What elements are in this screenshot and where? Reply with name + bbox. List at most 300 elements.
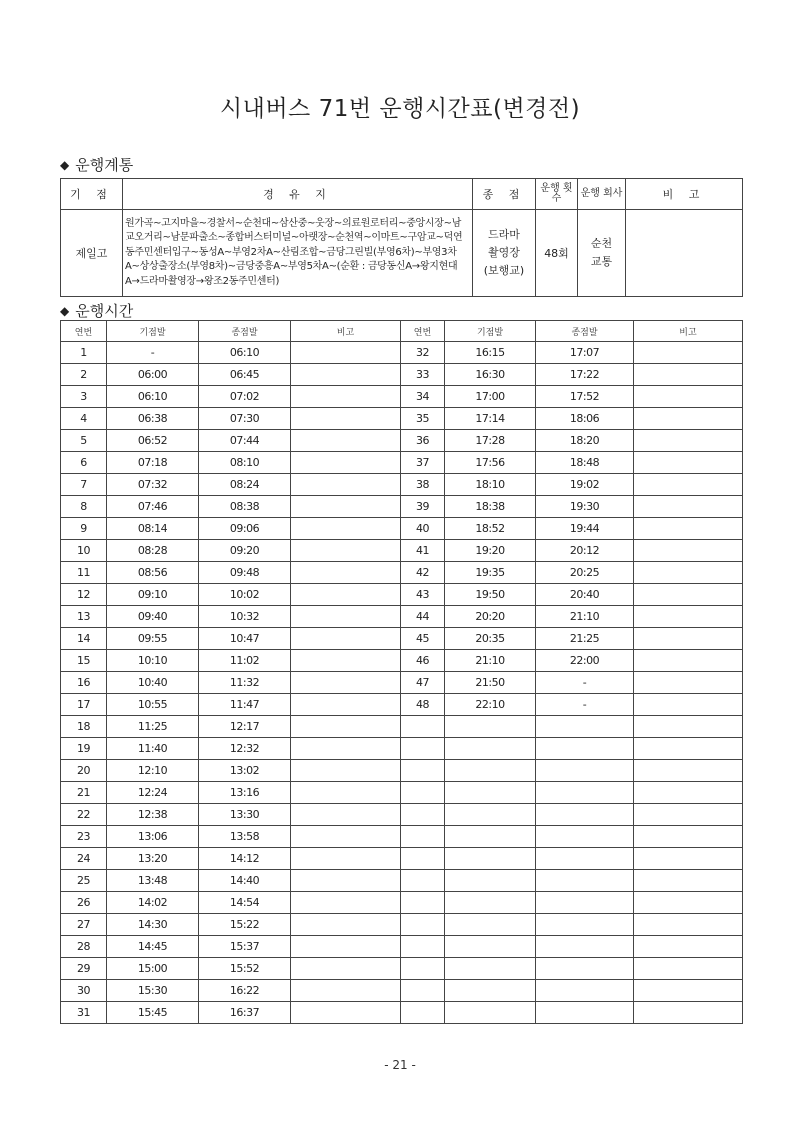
depart-cell (445, 848, 536, 870)
note-cell (634, 496, 743, 518)
seq-cell: 38 (401, 474, 445, 496)
depart-cell: 11:40 (107, 738, 199, 760)
seq-cell: 5 (61, 430, 107, 452)
depart-cell: 07:18 (107, 452, 199, 474)
end-depart-cell: 14:12 (199, 848, 291, 870)
note-cell (634, 804, 743, 826)
end-depart-cell: 06:45 (199, 364, 291, 386)
seq-cell: 34 (401, 386, 445, 408)
seq-cell: 30 (61, 980, 107, 1002)
seq-cell (401, 804, 445, 826)
note-cell (291, 342, 401, 364)
seq-cell: 6 (61, 452, 107, 474)
end-depart-cell: 13:30 (199, 804, 291, 826)
note-cell (291, 628, 401, 650)
seq-cell: 7 (61, 474, 107, 496)
depart-cell (445, 804, 536, 826)
header-count: 운행 횟수 (536, 179, 578, 210)
header-end-depart: 종점발 (199, 321, 291, 342)
header-seq: 연번 (401, 321, 445, 342)
table-row (61, 694, 743, 716)
seq-cell: 31 (61, 1002, 107, 1024)
seq-cell: 2 (61, 364, 107, 386)
table-row (61, 562, 743, 584)
note-cell (291, 826, 401, 848)
page-title: 시내버스 71번 운행시간표(변경전) (219, 96, 581, 122)
note-cell (634, 980, 743, 1002)
end-depart-cell: 08:10 (199, 452, 291, 474)
note-cell (634, 584, 743, 606)
route-section-heading (60, 154, 133, 175)
depart-cell: 18:52 (445, 518, 536, 540)
depart-cell: 15:30 (107, 980, 199, 1002)
seq-cell: 27 (61, 914, 107, 936)
note-cell (291, 584, 401, 606)
note-cell (291, 980, 401, 1002)
note-cell (291, 364, 401, 386)
end-depart-cell: 09:48 (199, 562, 291, 584)
header-note: 비고 (291, 321, 401, 342)
depart-cell: 09:10 (107, 584, 199, 606)
seq-cell: 37 (401, 452, 445, 474)
seq-cell: 10 (61, 540, 107, 562)
end-depart-cell: 06:10 (199, 342, 291, 364)
seq-cell: 14 (61, 628, 107, 650)
seq-cell (401, 936, 445, 958)
schedule-section-label: 운행시간 (75, 302, 134, 320)
end-depart-cell: 15:22 (199, 914, 291, 936)
depart-cell: 10:40 (107, 672, 199, 694)
end-depart-cell: 09:06 (199, 518, 291, 540)
seq-cell: 19 (61, 738, 107, 760)
depart-cell: 19:50 (445, 584, 536, 606)
depart-cell: 13:20 (107, 848, 199, 870)
seq-cell: 45 (401, 628, 445, 650)
end-depart-cell (536, 738, 634, 760)
table-row (61, 430, 743, 452)
depart-cell (445, 782, 536, 804)
route-header-row (61, 179, 743, 210)
note-cell (291, 386, 401, 408)
note-cell (291, 716, 401, 738)
seq-cell (401, 980, 445, 1002)
note-cell (291, 804, 401, 826)
seq-cell: 4 (61, 408, 107, 430)
table-row (61, 914, 743, 936)
depart-cell (445, 958, 536, 980)
page-number: - 21 - (384, 1058, 416, 1072)
note-cell (291, 958, 401, 980)
note-cell (291, 936, 401, 958)
seq-cell (401, 716, 445, 738)
route-section-label: 운행계통 (75, 156, 134, 174)
end-depart-cell: 13:02 (199, 760, 291, 782)
schedule-section-heading (60, 300, 133, 321)
seq-cell: 11 (61, 562, 107, 584)
depart-cell: 10:10 (107, 650, 199, 672)
route-company-line: 교통 (590, 255, 613, 268)
seq-cell (401, 958, 445, 980)
header-end-depart: 종점발 (536, 321, 634, 342)
note-cell (291, 606, 401, 628)
note-cell (291, 562, 401, 584)
note-cell (634, 936, 743, 958)
route-end-line: 촬영장 (488, 246, 520, 259)
table-row (61, 386, 743, 408)
seq-cell: 15 (61, 650, 107, 672)
note-cell (634, 760, 743, 782)
seq-cell (401, 848, 445, 870)
end-depart-cell (536, 980, 634, 1002)
table-row (61, 936, 743, 958)
depart-cell: 20:20 (445, 606, 536, 628)
note-cell (634, 628, 743, 650)
note-cell (634, 518, 743, 540)
seq-cell (401, 782, 445, 804)
route-end-line: 드라마 (488, 228, 520, 241)
depart-cell (445, 914, 536, 936)
table-row (61, 958, 743, 980)
note-cell (634, 342, 743, 364)
depart-cell: 16:30 (445, 364, 536, 386)
depart-cell: 13:48 (107, 870, 199, 892)
note-cell (291, 760, 401, 782)
seq-cell: 16 (61, 672, 107, 694)
seq-cell (401, 826, 445, 848)
end-depart-cell (536, 936, 634, 958)
header-seq: 연번 (61, 321, 107, 342)
end-depart-cell: 19:44 (536, 518, 634, 540)
end-depart-cell: 13:16 (199, 782, 291, 804)
note-cell (291, 782, 401, 804)
table-row (61, 980, 743, 1002)
end-depart-cell: 18:20 (536, 430, 634, 452)
end-depart-cell (536, 914, 634, 936)
seq-cell: 26 (61, 892, 107, 914)
table-row (61, 496, 743, 518)
end-depart-cell (536, 826, 634, 848)
table-row (61, 342, 743, 364)
seq-cell (401, 914, 445, 936)
table-row (61, 738, 743, 760)
depart-cell (445, 1002, 536, 1024)
schedule-table (60, 320, 743, 1024)
seq-cell: 23 (61, 826, 107, 848)
note-cell (634, 606, 743, 628)
end-depart-cell: 19:02 (536, 474, 634, 496)
seq-cell: 13 (61, 606, 107, 628)
note-cell (291, 430, 401, 452)
seq-cell: 33 (401, 364, 445, 386)
end-depart-cell (536, 782, 634, 804)
note-cell (634, 540, 743, 562)
depart-cell (445, 870, 536, 892)
table-row (61, 628, 743, 650)
table-row (61, 804, 743, 826)
header-note: 비 고 (626, 179, 743, 210)
seq-cell: 18 (61, 716, 107, 738)
note-cell (291, 452, 401, 474)
end-depart-cell: 18:06 (536, 408, 634, 430)
note-cell (291, 540, 401, 562)
seq-cell: 36 (401, 430, 445, 452)
end-depart-cell: 12:32 (199, 738, 291, 760)
depart-cell: 17:00 (445, 386, 536, 408)
seq-cell (401, 760, 445, 782)
note-cell (291, 518, 401, 540)
end-depart-cell: 17:22 (536, 364, 634, 386)
note-cell (634, 914, 743, 936)
end-depart-cell: 14:54 (199, 892, 291, 914)
table-row (61, 892, 743, 914)
header-depart: 기점발 (445, 321, 536, 342)
seq-cell: 3 (61, 386, 107, 408)
depart-cell: 07:32 (107, 474, 199, 496)
route-count: 48회 (536, 210, 578, 297)
depart-cell: 07:46 (107, 496, 199, 518)
depart-cell: 08:56 (107, 562, 199, 584)
schedule-header-row (61, 321, 743, 342)
note-cell (634, 694, 743, 716)
seq-cell: 8 (61, 496, 107, 518)
depart-cell: 19:35 (445, 562, 536, 584)
seq-cell: 25 (61, 870, 107, 892)
end-depart-cell: 13:58 (199, 826, 291, 848)
seq-cell: 1 (61, 342, 107, 364)
depart-cell: - (107, 342, 199, 364)
depart-cell: 16:15 (445, 342, 536, 364)
end-depart-cell: - (536, 672, 634, 694)
depart-cell: 09:40 (107, 606, 199, 628)
end-depart-cell: 17:07 (536, 342, 634, 364)
end-depart-cell: 16:22 (199, 980, 291, 1002)
route-row (61, 210, 743, 297)
note-cell (634, 430, 743, 452)
end-depart-cell: 20:25 (536, 562, 634, 584)
end-depart-cell: 12:17 (199, 716, 291, 738)
end-depart-cell: 11:02 (199, 650, 291, 672)
seq-cell: 39 (401, 496, 445, 518)
header-end: 종 점 (473, 179, 536, 210)
note-cell (634, 958, 743, 980)
note-cell (634, 738, 743, 760)
note-cell (291, 914, 401, 936)
note-cell (291, 694, 401, 716)
depart-cell: 14:45 (107, 936, 199, 958)
note-cell (291, 408, 401, 430)
depart-cell (445, 738, 536, 760)
end-depart-cell: 16:37 (199, 1002, 291, 1024)
note-cell (634, 408, 743, 430)
header-start: 기 점 (61, 179, 123, 210)
depart-cell: 11:25 (107, 716, 199, 738)
depart-cell: 15:00 (107, 958, 199, 980)
route-end (473, 210, 536, 297)
route-via: 원가곡~고지마을~경찰서~순천대~삼산중~웃장~의료원로터리~중앙시장~남교오거리~남문파출소~종합버스터미널~아랫장~순천역~이마트~구암교~덕연동주민센터입구~동성A~부영2차A~산림조합~금당그린빌(부영6차)~부영3차A~상상출장소(부영8차)~금당중흥A~부영5차A~(순환 : 금당동신A→왕지현대A→드라마촬영장→왕조2동주민센터) (123, 210, 473, 297)
route-start: 제일고 (61, 210, 123, 297)
depart-cell: 14:30 (107, 914, 199, 936)
end-depart-cell: 11:47 (199, 694, 291, 716)
depart-cell: 18:38 (445, 496, 536, 518)
header-note: 비고 (634, 321, 743, 342)
table-row (61, 1002, 743, 1024)
depart-cell: 12:24 (107, 782, 199, 804)
end-depart-cell: 15:37 (199, 936, 291, 958)
route-end-line: (보행교) (483, 264, 525, 277)
depart-cell: 22:10 (445, 694, 536, 716)
note-cell (291, 672, 401, 694)
seq-cell: 46 (401, 650, 445, 672)
depart-cell (445, 936, 536, 958)
table-row (61, 518, 743, 540)
note-cell (291, 496, 401, 518)
end-depart-cell: 15:52 (199, 958, 291, 980)
seq-cell: 42 (401, 562, 445, 584)
end-depart-cell: 10:47 (199, 628, 291, 650)
note-cell (634, 848, 743, 870)
table-row (61, 650, 743, 672)
depart-cell: 17:28 (445, 430, 536, 452)
end-depart-cell: 20:12 (536, 540, 634, 562)
seq-cell (401, 1002, 445, 1024)
seq-cell: 40 (401, 518, 445, 540)
end-depart-cell (536, 716, 634, 738)
note-cell (634, 716, 743, 738)
depart-cell: 14:02 (107, 892, 199, 914)
table-row (61, 826, 743, 848)
table-row (61, 474, 743, 496)
end-depart-cell (536, 892, 634, 914)
end-depart-cell (536, 1002, 634, 1024)
end-depart-cell: 10:02 (199, 584, 291, 606)
depart-cell (445, 826, 536, 848)
depart-cell (445, 892, 536, 914)
depart-cell: 06:10 (107, 386, 199, 408)
seq-cell: 29 (61, 958, 107, 980)
note-cell (291, 650, 401, 672)
note-cell (634, 892, 743, 914)
note-cell (634, 826, 743, 848)
seq-cell: 12 (61, 584, 107, 606)
end-depart-cell: 22:00 (536, 650, 634, 672)
note-cell (291, 848, 401, 870)
note-cell (634, 870, 743, 892)
table-row (61, 716, 743, 738)
end-depart-cell (536, 804, 634, 826)
end-depart-cell: 21:10 (536, 606, 634, 628)
table-row (61, 452, 743, 474)
end-depart-cell: 08:24 (199, 474, 291, 496)
seq-cell (401, 892, 445, 914)
table-row (61, 408, 743, 430)
end-depart-cell: 19:30 (536, 496, 634, 518)
seq-cell: 35 (401, 408, 445, 430)
end-depart-cell: 21:25 (536, 628, 634, 650)
depart-cell: 08:14 (107, 518, 199, 540)
note-cell (634, 386, 743, 408)
note-cell (634, 782, 743, 804)
end-depart-cell: 07:02 (199, 386, 291, 408)
table-row (61, 782, 743, 804)
note-cell (291, 870, 401, 892)
note-cell (634, 650, 743, 672)
table-row (61, 848, 743, 870)
note-cell (634, 452, 743, 474)
table-row (61, 870, 743, 892)
table-row (61, 584, 743, 606)
route-company-line: 순천 (590, 237, 613, 250)
depart-cell (445, 980, 536, 1002)
end-depart-cell: 18:48 (536, 452, 634, 474)
depart-cell: 06:52 (107, 430, 199, 452)
end-depart-cell: 10:32 (199, 606, 291, 628)
end-depart-cell: 14:40 (199, 870, 291, 892)
seq-cell (401, 738, 445, 760)
seq-cell: 20 (61, 760, 107, 782)
end-depart-cell: 20:40 (536, 584, 634, 606)
note-cell (291, 474, 401, 496)
depart-cell: 06:00 (107, 364, 199, 386)
seq-cell: 47 (401, 672, 445, 694)
note-cell (634, 474, 743, 496)
note-cell (291, 892, 401, 914)
route-company (578, 210, 626, 297)
depart-cell: 10:55 (107, 694, 199, 716)
end-depart-cell: 09:20 (199, 540, 291, 562)
end-depart-cell: 17:52 (536, 386, 634, 408)
table-row (61, 606, 743, 628)
depart-cell: 21:10 (445, 650, 536, 672)
note-cell (634, 672, 743, 694)
note-cell (634, 1002, 743, 1024)
depart-cell: 21:50 (445, 672, 536, 694)
depart-cell: 17:14 (445, 408, 536, 430)
route-note (626, 210, 743, 297)
end-depart-cell (536, 958, 634, 980)
table-row (61, 760, 743, 782)
depart-cell: 12:10 (107, 760, 199, 782)
seq-cell: 17 (61, 694, 107, 716)
seq-cell: 32 (401, 342, 445, 364)
depart-cell: 08:28 (107, 540, 199, 562)
depart-cell (445, 760, 536, 782)
table-row (61, 672, 743, 694)
end-depart-cell: 07:30 (199, 408, 291, 430)
end-depart-cell (536, 760, 634, 782)
depart-cell: 17:56 (445, 452, 536, 474)
end-depart-cell: 07:44 (199, 430, 291, 452)
seq-cell: 28 (61, 936, 107, 958)
note-cell (291, 1002, 401, 1024)
header-company: 운행 회사 (578, 179, 626, 210)
seq-cell: 22 (61, 804, 107, 826)
end-depart-cell (536, 870, 634, 892)
end-depart-cell: 08:38 (199, 496, 291, 518)
depart-cell: 12:38 (107, 804, 199, 826)
depart-cell: 13:06 (107, 826, 199, 848)
table-row (61, 540, 743, 562)
diamond-bullet-icon: ◆ (60, 157, 70, 172)
note-cell (291, 738, 401, 760)
seq-cell: 41 (401, 540, 445, 562)
route-table (60, 178, 743, 297)
seq-cell: 21 (61, 782, 107, 804)
diamond-bullet-icon: ◆ (60, 303, 70, 318)
header-depart: 기점발 (107, 321, 199, 342)
note-cell (634, 562, 743, 584)
depart-cell: 15:45 (107, 1002, 199, 1024)
end-depart-cell (536, 848, 634, 870)
